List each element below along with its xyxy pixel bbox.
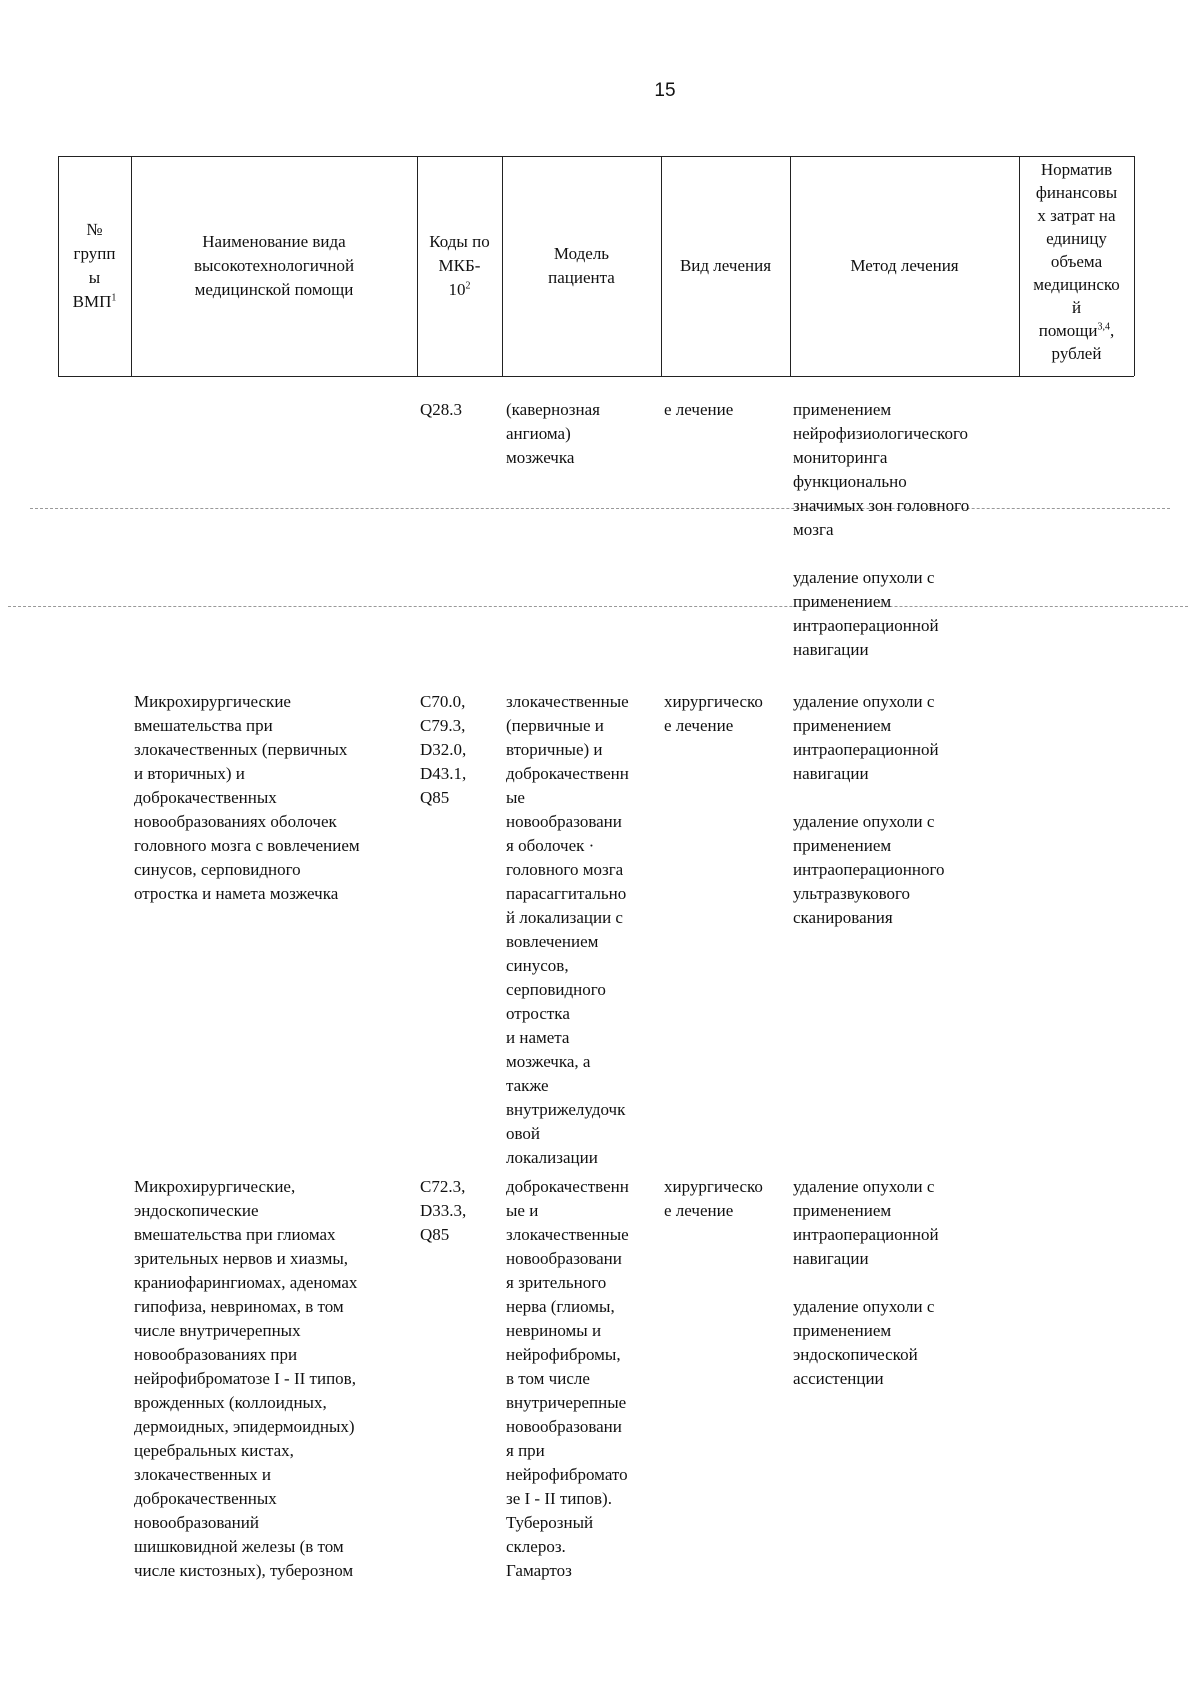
header-group-number: № групп ы ВМП$^1$ [72, 220, 117, 311]
row3-care-type: Микрохирургические, эндоскопические вмешательства при глиомах зрительных нервов и хиазмы, краниофарингиомах, аденомах гипофиза, невриномах, в том числе внутричерепных новообразованиях при нейрофиброматозе I - II типов, врожденных (коллоидных, дермоидных, эпидермоидных) церебральных кистах, злокачественных и доброкачественных новообразований шишковидной железы (в том числе кистозных), туберозном [134, 1177, 358, 1580]
page-number: 15 [654, 80, 676, 101]
row2-treatment-method: удаление опухоли с применением интраоперационной навигации удаление опухоли с применением интраоперационного ультразвукового сканирования [793, 692, 945, 927]
col-divider [1134, 156, 1135, 376]
header-patient-model: Модель пациента [548, 244, 615, 287]
row1-codes: Q28.3 [420, 400, 463, 419]
row2-patient-model: злокачественные (первичные и вторичные) и доброкачественн ые новообразовани я оболочек · головного мозга парасаггитально й локализации с вовлечением синусов, серповидного отростка и намета мозжечка, а также внутрижелудочк овой локализации [506, 692, 629, 1167]
header-care-type: Наименование вида высокотехнологичной медицинской помощи [193, 232, 355, 299]
row2-codes: C70.0, C79.3, D32.0, D43.1, Q85 [420, 692, 467, 807]
row1-treatment-method: применением нейрофизиологического мониторинга функционально значимых зон головного мозга удаление опухоли с применением интраоперационной навигации [793, 400, 970, 659]
header-icd-codes: Коды по МКБ- $10^2$ [429, 232, 490, 299]
row2-treatment-type: хирургическо е лечение [664, 692, 763, 735]
row3-treatment-type: хирургическо е лечение [664, 1177, 763, 1220]
row3-codes: C72.3, D33.3, Q85 [420, 1177, 467, 1244]
row3-patient-model: доброкачественн ые и злокачественные новообразовани я зрительного нерва (глиомы, невриномы и нейрофибромы, в том числе внутричерепные новообразовани я при нейрофибромато зе I - II типов). Туберозный склероз. Гамартоз [506, 1177, 629, 1580]
header-treatment-type: Вид лечения [679, 256, 772, 275]
table-header-bottom-rule [58, 376, 1134, 377]
row1-patient-model: (кавернозная ангиома) мозжечка [506, 400, 600, 467]
header-treatment-method: Метод лечения [850, 256, 959, 275]
row3-treatment-method: удаление опухоли с применением интраоперационной навигации удаление опухоли с применением эндоскопической ассистенции [793, 1177, 939, 1388]
row1-treatment-type: е лечение [664, 400, 734, 419]
row2-care-type: Микрохирургические вмешательства при злокачественных (первичных и вторичных) и доброкачественных новообразованиях оболочек головного мозга с вовлечением синусов, серповидного отростка и намета мозжечка [134, 692, 360, 903]
header-financial-norm: Норматив финансовы х затрат на единицу объема медицинско й помощи$^{3,4}$, рублей [1033, 160, 1120, 363]
